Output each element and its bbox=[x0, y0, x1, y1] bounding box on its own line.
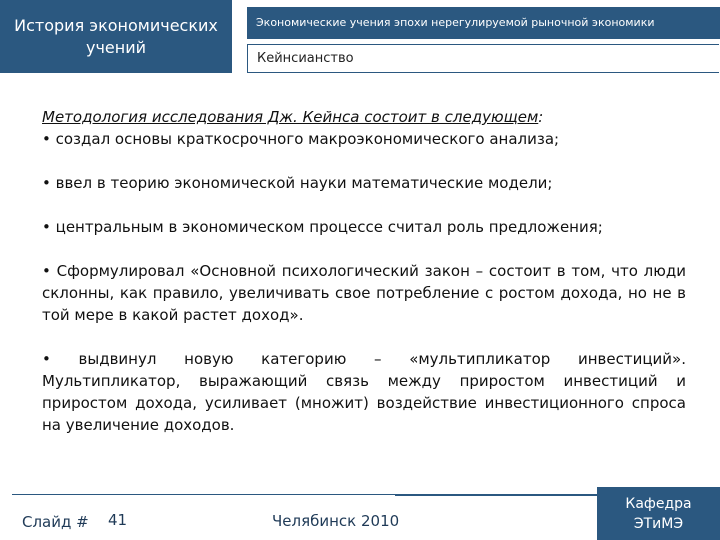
department-label: Кафедра ЭТиМЭ bbox=[625, 495, 692, 532]
slide-content bbox=[42, 106, 686, 436]
subsection-title: Кейнсианство bbox=[257, 51, 354, 66]
footer-divider bbox=[12, 494, 402, 495]
bullet-item-4: • Сформулировал «Основной психологический закон – состоит в том, что люди склонны, как правило, увеличивать свое потребление с ростом дохода, но не в той мере в какой растет доход». bbox=[42, 262, 686, 324]
bullet-item-1: • создал основы краткосрочного макроэкономического анализа; bbox=[42, 130, 560, 148]
slide-label: Слайд # bbox=[22, 513, 89, 531]
bullet-item-2: • ввел в теорию экономической науки математические модели; bbox=[42, 174, 553, 192]
presentation-title-box bbox=[0, 0, 232, 73]
section-title: Экономические учения эпохи нерегулируемой рыночной экономики bbox=[256, 16, 655, 29]
department-box bbox=[597, 487, 720, 540]
bullet-item-3: • центральным в экономическом процессе считал роль предложения; bbox=[42, 218, 603, 236]
lead-text: Методология исследования Дж. Кейнса состоит в следующем bbox=[42, 108, 539, 126]
subsection-header bbox=[247, 44, 719, 73]
bullet-item-5: • выдвинул новую категорию – «мультипликатор инвестиций». Мультипликатор, выражающий связь между приростом инвестиций и приростом дохода, усиливает (множит) воздействие инвестиционного спроса на увеличение доходов. bbox=[42, 350, 686, 434]
slide-number: 41 bbox=[108, 511, 128, 529]
presentation-title: История экономических учений bbox=[14, 15, 218, 57]
city-year: Челябинск 2010 bbox=[272, 512, 400, 530]
lead-paragraph bbox=[42, 106, 686, 128]
section-header bbox=[247, 7, 720, 39]
lead-suffix: : bbox=[538, 108, 544, 126]
footer-divider-accent bbox=[395, 494, 600, 496]
